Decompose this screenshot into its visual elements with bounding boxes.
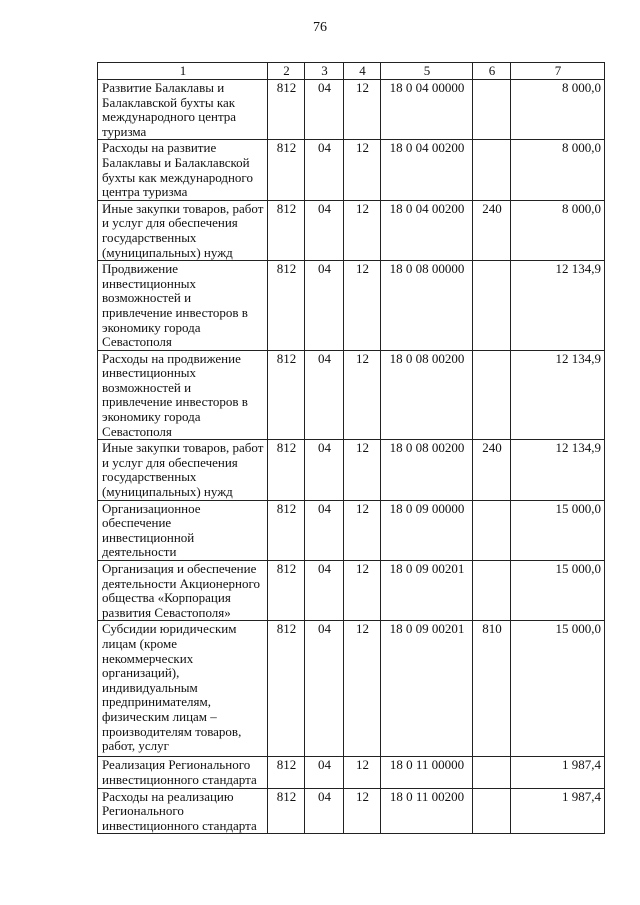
row-section-cell: 04 [305, 500, 344, 560]
row-target-item-cell: 18 0 04 00200 [381, 140, 473, 200]
row-target-item-cell: 18 0 09 00201 [381, 621, 473, 757]
row-amount-cell: 1 987,4 [511, 757, 605, 788]
row-name-cell: Расходы на продвижение инвестиционных возможностей и привлечение инвесторов в экономику города Севастополя [98, 350, 268, 440]
table-row [98, 757, 605, 788]
row-amount-cell: 8 000,0 [511, 200, 605, 260]
row-subsection-cell: 12 [344, 261, 381, 351]
row-amount-cell: 15 000,0 [511, 500, 605, 560]
header-cell: 4 [344, 63, 381, 80]
row-expense-type-cell [473, 500, 511, 560]
header-cell: 6 [473, 63, 511, 80]
row-code-cell: 812 [268, 561, 305, 621]
row-amount-cell: 8 000,0 [511, 80, 605, 140]
row-target-item-cell: 18 0 08 00200 [381, 350, 473, 440]
row-name-cell: Реализация Регионального инвестиционного стандарта [98, 757, 268, 788]
row-section-cell: 04 [305, 80, 344, 140]
row-subsection-cell: 12 [344, 350, 381, 440]
row-section-cell: 04 [305, 140, 344, 200]
row-expense-type-cell [473, 350, 511, 440]
row-code-cell: 812 [268, 788, 305, 834]
row-expense-type-cell [473, 140, 511, 200]
row-name-cell: Организационное обеспечение инвестиционной деятельности [98, 500, 268, 560]
row-target-item-cell: 18 0 11 00000 [381, 757, 473, 788]
table-row [98, 621, 605, 757]
row-amount-cell: 8 000,0 [511, 140, 605, 200]
row-section-cell: 04 [305, 350, 344, 440]
header-cell: 2 [268, 63, 305, 80]
row-subsection-cell: 12 [344, 200, 381, 260]
row-subsection-cell: 12 [344, 440, 381, 500]
row-amount-cell: 12 134,9 [511, 440, 605, 500]
table-row [98, 80, 605, 140]
row-name-cell: Субсидии юридическим лицам (кроме некоммерческих организаций), индивидуальным предпринимателям, физическим лицам – производителям товаров, работ, услуг [98, 621, 268, 757]
row-code-cell: 812 [268, 757, 305, 788]
row-name-cell: Иные закупки товаров, работ и услуг для обеспечения государственных (муниципальных) нужд [98, 440, 268, 500]
row-code-cell: 812 [268, 80, 305, 140]
row-expense-type-cell [473, 788, 511, 834]
header-cell: 7 [511, 63, 605, 80]
row-expense-type-cell: 240 [473, 200, 511, 260]
row-section-cell: 04 [305, 757, 344, 788]
row-target-item-cell: 18 0 09 00201 [381, 561, 473, 621]
row-code-cell: 812 [268, 261, 305, 351]
table-row [98, 440, 605, 500]
header-cell: 1 [98, 63, 268, 80]
row-subsection-cell: 12 [344, 140, 381, 200]
row-expense-type-cell [473, 561, 511, 621]
table-row [98, 261, 605, 351]
page-number: 76 [313, 20, 327, 35]
row-name-cell: Иные закупки товаров, работ и услуг для обеспечения государственных (муниципальных) нужд [98, 200, 268, 260]
row-code-cell: 812 [268, 621, 305, 757]
table-row [98, 561, 605, 621]
row-target-item-cell: 18 0 04 00200 [381, 200, 473, 260]
header-cell: 3 [305, 63, 344, 80]
table-row [98, 200, 605, 260]
row-subsection-cell: 12 [344, 788, 381, 834]
table-row [98, 788, 605, 834]
row-name-cell: Организация и обеспечение деятельности Акционерного общества «Корпорация развития Севастополя» [98, 561, 268, 621]
row-subsection-cell: 12 [344, 80, 381, 140]
table-row [98, 140, 605, 200]
budget-table [97, 62, 605, 834]
row-target-item-cell: 18 0 09 00000 [381, 500, 473, 560]
row-expense-type-cell [473, 757, 511, 788]
row-section-cell: 04 [305, 561, 344, 621]
row-amount-cell: 12 134,9 [511, 261, 605, 351]
table-row [98, 350, 605, 440]
row-target-item-cell: 18 0 11 00200 [381, 788, 473, 834]
header-cell: 5 [381, 63, 473, 80]
row-subsection-cell: 12 [344, 500, 381, 560]
row-amount-cell: 15 000,0 [511, 561, 605, 621]
row-target-item-cell: 18 0 08 00000 [381, 261, 473, 351]
row-section-cell: 04 [305, 788, 344, 834]
row-code-cell: 812 [268, 440, 305, 500]
row-code-cell: 812 [268, 500, 305, 560]
row-amount-cell: 15 000,0 [511, 621, 605, 757]
row-target-item-cell: 18 0 04 00000 [381, 80, 473, 140]
row-code-cell: 812 [268, 140, 305, 200]
row-target-item-cell: 18 0 08 00200 [381, 440, 473, 500]
row-code-cell: 812 [268, 350, 305, 440]
row-name-cell: Расходы на реализацию Регионального инвестиционного стандарта [98, 788, 268, 834]
row-amount-cell: 1 987,4 [511, 788, 605, 834]
table-header-row [98, 63, 605, 80]
row-expense-type-cell: 240 [473, 440, 511, 500]
row-expense-type-cell [473, 261, 511, 351]
row-amount-cell: 12 134,9 [511, 350, 605, 440]
row-subsection-cell: 12 [344, 757, 381, 788]
table-row [98, 500, 605, 560]
row-code-cell: 812 [268, 200, 305, 260]
row-subsection-cell: 12 [344, 561, 381, 621]
row-name-cell: Расходы на развитие Балаклавы и Балаклавской бухты как международного центра туризма [98, 140, 268, 200]
row-section-cell: 04 [305, 621, 344, 757]
row-section-cell: 04 [305, 440, 344, 500]
row-name-cell: Развитие Балаклавы и Балаклавской бухты как международного центра туризма [98, 80, 268, 140]
row-name-cell: Продвижение инвестиционных возможностей и привлечение инвесторов в экономику города Севастополя [98, 261, 268, 351]
row-expense-type-cell [473, 80, 511, 140]
row-expense-type-cell: 810 [473, 621, 511, 757]
row-section-cell: 04 [305, 261, 344, 351]
row-section-cell: 04 [305, 200, 344, 260]
row-subsection-cell: 12 [344, 621, 381, 757]
